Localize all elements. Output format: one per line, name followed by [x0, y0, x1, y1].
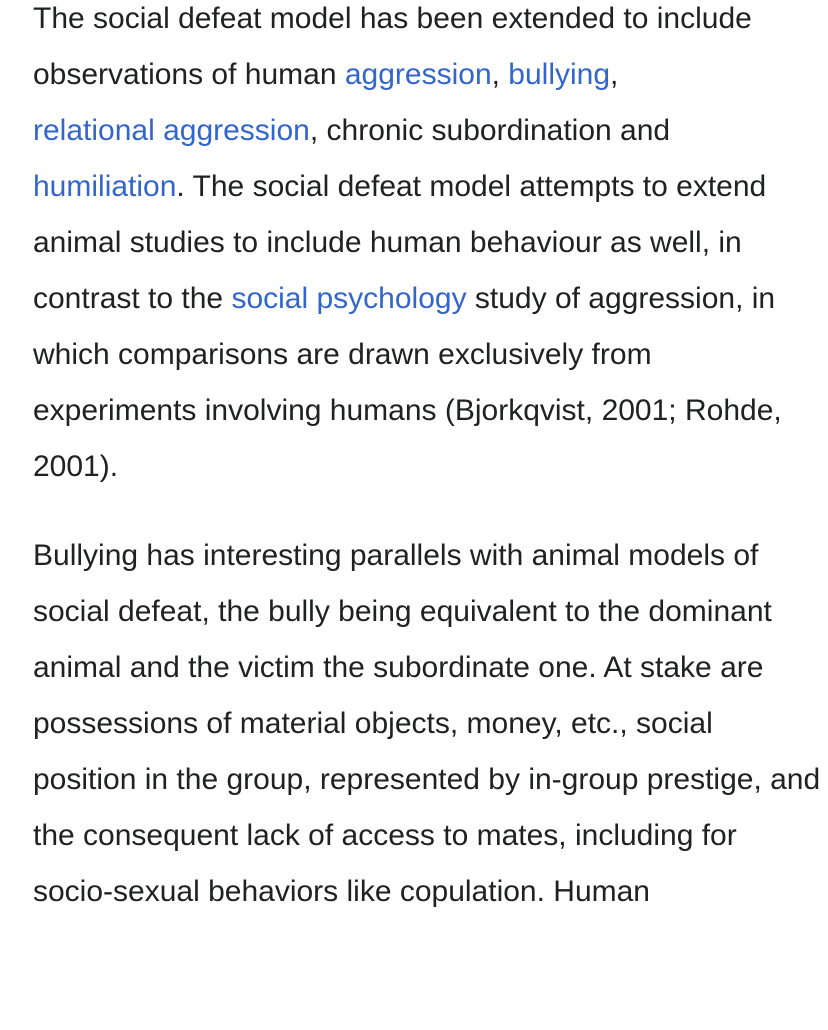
paragraph-social-defeat-model: [33, 0, 823, 495]
link-relational-aggression[interactable]: relational aggression: [33, 114, 310, 147]
paragraph-bullying-parallels: Bullying has interesting parallels with animal models of social defeat, the bully being equivalent to the dominant animal and the victim the subordinate one. At stake are possessions of material objects, money, etc., social position in the group, represented by in-group prestige, and the consequent lack of access to mates, including for socio-sexual behaviors like copulation. Human: [33, 539, 821, 908]
link-aggression[interactable]: aggression: [344, 58, 492, 91]
link-humiliation[interactable]: humiliation: [33, 170, 177, 203]
paragraph-text: The social defeat model has been extended to include observations of human: [33, 2, 752, 91]
paragraph-text: study of aggression, in which comparisons are drawn exclusively from experiments involving humans (Bjorkqvist, 2001; Rohde, 2001).: [33, 282, 782, 483]
link-social-psychology[interactable]: social psychology: [231, 282, 467, 315]
paragraph-text: . The social defeat model attempts to extend animal studies to include human behaviour as well, in contrast to the: [33, 170, 767, 315]
paragraph-text: , chronic subordination and: [309, 114, 671, 147]
link-bullying[interactable]: bullying: [508, 58, 611, 91]
paragraph-text: ,: [610, 58, 619, 91]
article-body: [33, 0, 823, 920]
paragraph-text: ,: [491, 58, 509, 91]
